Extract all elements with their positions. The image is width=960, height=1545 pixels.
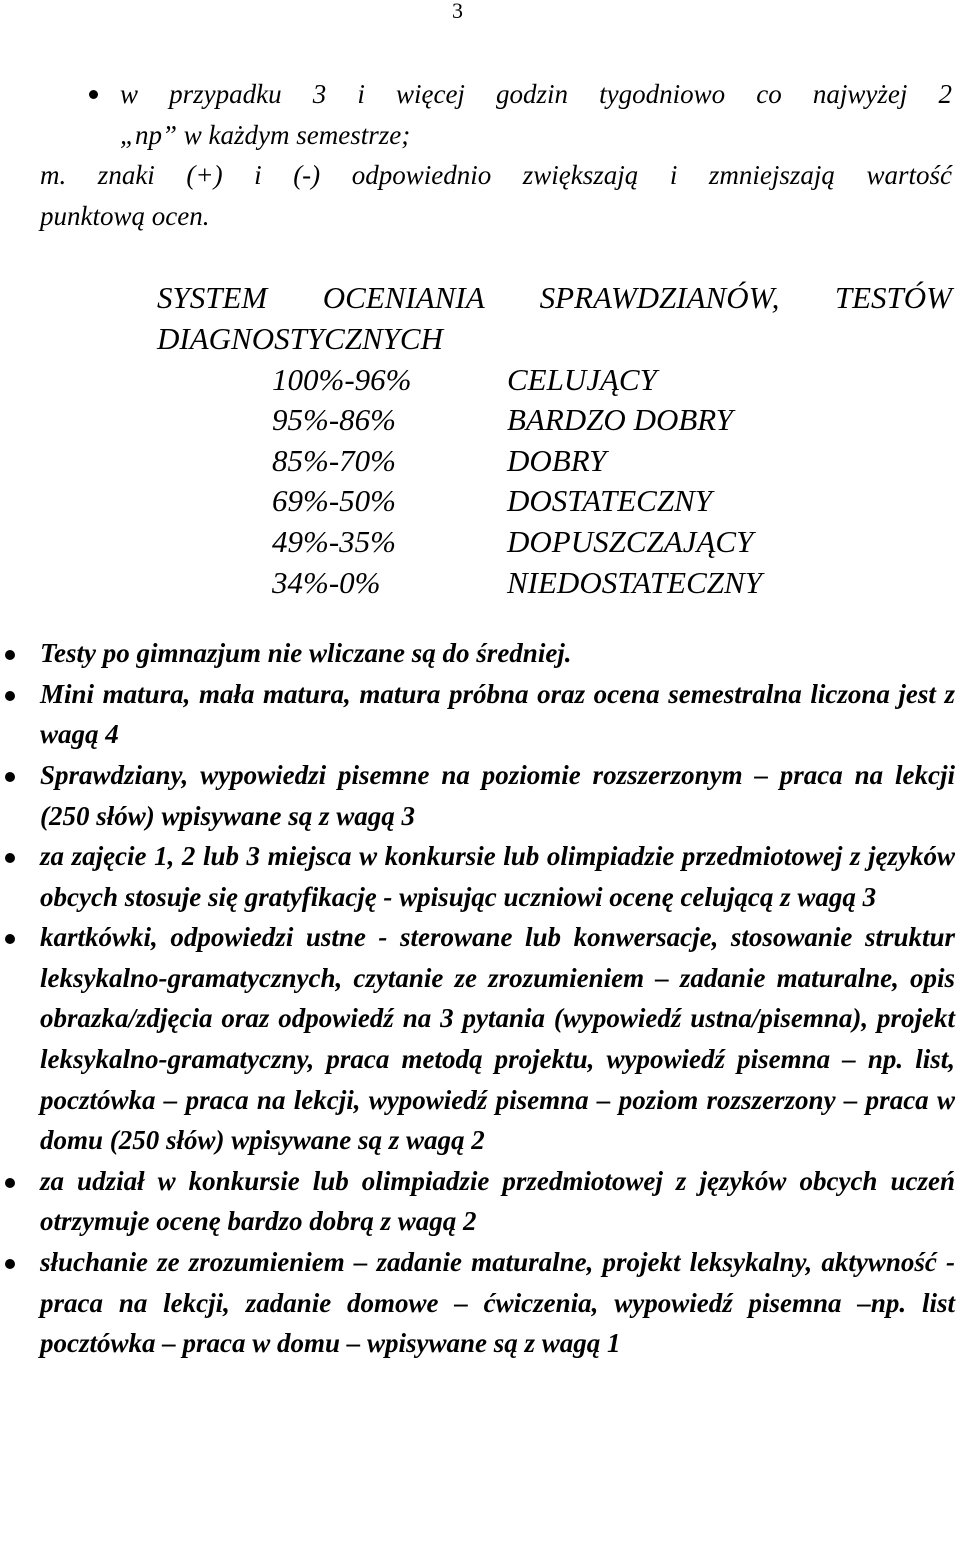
list-item <box>0 1161 960 1242</box>
grading-section <box>0 278 960 603</box>
bullet-icon <box>5 934 15 944</box>
rule-text: kartkówki, odpowiedzi ustne - sterowane lub konwersacje, stosowanie struktur leksykalno-gramatycznych, czytanie ze zrozumieniem – zadanie maturalne, opis obrazka/zdjęcia oraz odpowiedź na 3 pytania (wypowiedź ustna/pisemna), projekt leksykalno-gramatyczny, praca metodą projektu, wypowiedź pisemna – np. list, pocztówka – praca na lekcji, wypowiedź pisemna – poziom rozszerzony – praca w domu (250 słów) wpisywane są z wagą 2 <box>40 922 955 1156</box>
bullet-icon <box>5 772 15 782</box>
grading-title: SYSTEM OCENIANIA SPRAWDZIANÓW, TESTÓW <box>157 280 952 316</box>
grade-range: 49%-35% <box>272 523 396 559</box>
table-row <box>272 400 762 441</box>
bullet-icon <box>5 650 15 660</box>
intro-text-line: w przypadku 3 i więcej godzin tygodniowo co najwyżej 2 <box>120 79 952 109</box>
document-body <box>0 74 960 1364</box>
grade-range: 85%-70% <box>272 442 396 478</box>
bullet-icon <box>5 1259 15 1269</box>
grade-range: 34%-0% <box>272 564 381 600</box>
rule-text: słuchanie ze zrozumieniem – zadanie maturalne, projekt leksykalny, aktywność - praca na lekcji, zadanie domowe – ćwiczenia, wypowiedź pisemna –np. list pocztówka – praca w domu – wpisywane są z wagą 1 <box>40 1247 955 1359</box>
rule-text: Mini matura, mała matura, matura próbna oraz ocena semestralna liczona jest z wagą 4 <box>40 678 955 750</box>
page-number: 3 <box>452 0 463 23</box>
grade-label: CELUJĄCY <box>507 361 657 397</box>
list-item <box>0 836 960 917</box>
table-row <box>272 563 762 604</box>
grade-label: DOBRY <box>507 442 607 478</box>
rules-list <box>0 633 960 1364</box>
intro-list <box>0 74 960 155</box>
grade-range: 95%-86% <box>272 402 396 438</box>
grade-range: 100%-96% <box>272 361 412 397</box>
intro-text-line: „np” w każdym semestrze; <box>120 119 411 150</box>
intro-text-line: m. znaki (+) i (-) odpowiednio zwiększają i zmniejszają wartość <box>40 160 952 191</box>
rule-text: Testy po gimnazjum nie wliczane są do średniej. <box>40 638 572 669</box>
list-item <box>0 917 960 1161</box>
table-row <box>272 441 762 482</box>
grade-label: DOPUSZCZAJĄCY <box>507 523 754 559</box>
list-item <box>0 1242 960 1364</box>
intro-bullet-item <box>0 74 960 155</box>
table-row <box>272 360 762 401</box>
grade-label: NIEDOSTATECZNY <box>507 564 762 600</box>
grading-table <box>272 360 762 604</box>
bullet-icon <box>5 1178 15 1188</box>
rule-text: za udział w konkursie lub olimpiadzie przedmiotowej z języków obcych uczeń otrzymuje ocenę bardzo dobrą z wagą 2 <box>40 1165 955 1237</box>
grade-label: BARDZO DOBRY <box>507 402 733 438</box>
bullet-icon <box>5 691 15 701</box>
rule-text: Sprawdziany, wypowiedzi pisemne na poziomie rozszerzonym – praca na lekcji (250 słów) wpisywane są z wagą 3 <box>40 759 955 831</box>
table-row <box>272 481 762 522</box>
intro-continuation <box>0 155 960 236</box>
list-item <box>0 633 960 674</box>
list-item <box>0 674 960 755</box>
rule-text: za zajęcie 1, 2 lub 3 miejsca w konkursie lub olimpiadzie przedmiotowej z języków obcych stosuje się gratyfikację - wpisując uczniowi ocenę celującą z wagą 3 <box>40 841 955 912</box>
bullet-icon <box>89 90 98 99</box>
grade-label: DOSTATECZNY <box>507 483 713 519</box>
grading-title: DIAGNOSTYCZNYCH <box>157 320 443 356</box>
bullet-icon <box>5 853 15 863</box>
list-item <box>0 755 960 836</box>
intro-text-line: punktową ocen. <box>40 200 210 231</box>
grade-range: 69%-50% <box>272 483 396 519</box>
table-row <box>272 522 762 563</box>
